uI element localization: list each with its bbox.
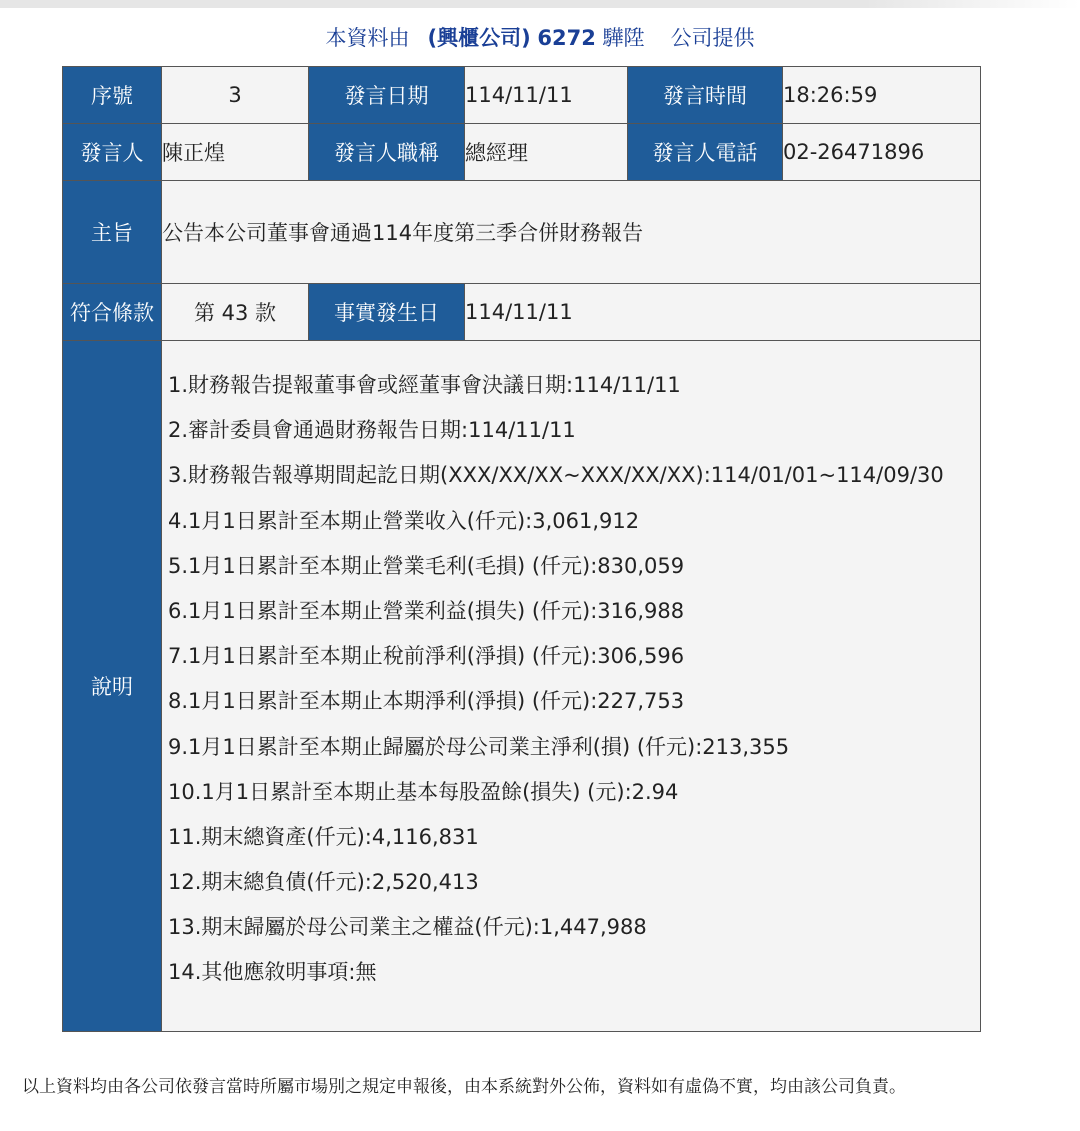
- description-line: 8.1月1日累計至本期止本期淨利(淨損) (仟元):227,753: [168, 689, 685, 714]
- seq-value: 3: [162, 67, 309, 124]
- clause-value: 第 43 款: [162, 284, 309, 341]
- event-date-value: 114/11/11: [465, 284, 981, 341]
- subject-label: 主旨: [63, 181, 162, 284]
- description-body: [162, 341, 980, 996]
- source-header: [0, 22, 1080, 54]
- date-label: 發言日期: [309, 67, 465, 124]
- date-value: 114/11/11: [465, 67, 628, 124]
- speaker-title-label: 發言人職稱: [309, 124, 465, 181]
- top-strip: [0, 0, 1080, 8]
- phone-label: 發言人電話: [628, 124, 783, 181]
- disclaimer-footer: 以上資料均由各公司依發言當時所屬市場別之規定申報後，由本系統對外公佈，資料如有虛偽不實，均由該公司負責。: [22, 1077, 906, 1097]
- row-subject: [63, 181, 981, 284]
- description-line: 10.1月1日累計至本期止基本每股盈餘(損失) (元):2.94: [168, 779, 679, 804]
- row-meta-2: [63, 124, 981, 181]
- phone-value: 02-26471896: [783, 124, 981, 181]
- subject-value: 公告本公司董事會通過114年度第三季合併財務報告: [162, 181, 981, 284]
- row-meta-1: [63, 67, 981, 124]
- speaker-value: 陳正煌: [162, 124, 309, 181]
- announcement-table: [62, 66, 981, 1032]
- header-suffix: 公司提供: [670, 26, 755, 50]
- description-label: 說明: [63, 341, 162, 1032]
- description-line: 1.財務報告提報董事會或經董事會決議日期:114/11/11: [168, 373, 681, 397]
- header-company: 驊陞: [602, 26, 645, 50]
- description-line: 2.審計委員會通過財務報告日期:114/11/11: [168, 418, 576, 443]
- description-line: 6.1月1日累計至本期止營業利益(損失) (仟元):316,988: [168, 598, 685, 623]
- description-line: 9.1月1日累計至本期止歸屬於母公司業主淨利(損) (仟元):213,355: [168, 734, 790, 759]
- header-market: (興櫃公司): [427, 26, 531, 50]
- time-value: 18:26:59: [783, 67, 981, 124]
- speaker-label: 發言人: [63, 124, 162, 181]
- description-cell: [162, 341, 981, 1032]
- seq-label: 序號: [63, 67, 162, 124]
- speaker-title-value: 總經理: [465, 124, 628, 181]
- description-line: 14.其他應敘明事項:無: [168, 960, 377, 985]
- description-line: 3.財務報告報導期間起訖日期(XXX/XX/XX~XXX/XX/XX):114/01/01~114/09/30: [168, 463, 944, 488]
- header-prefix: 本資料由: [325, 26, 410, 50]
- description-line: 12.期末總負債(仟元):2,520,413: [168, 870, 479, 895]
- description-line: 5.1月1日累計至本期止營業毛利(毛損) (仟元):830,059: [168, 553, 685, 578]
- description-line: 13.期末歸屬於母公司業主之權益(仟元):1,447,988: [168, 915, 647, 940]
- event-date-label: 事實發生日: [309, 284, 465, 341]
- row-description: [63, 341, 981, 1032]
- description-line: 7.1月1日累計至本期止稅前淨利(淨損) (仟元):306,596: [168, 644, 685, 669]
- time-label: 發言時間: [628, 67, 783, 124]
- description-line: 11.期末總資產(仟元):4,116,831: [168, 824, 479, 849]
- row-clause: [63, 284, 981, 341]
- clause-label: 符合條款: [63, 284, 162, 341]
- description-line: 4.1月1日累計至本期止營業收入(仟元):3,061,912: [168, 508, 640, 533]
- header-code: 6272: [537, 26, 596, 50]
